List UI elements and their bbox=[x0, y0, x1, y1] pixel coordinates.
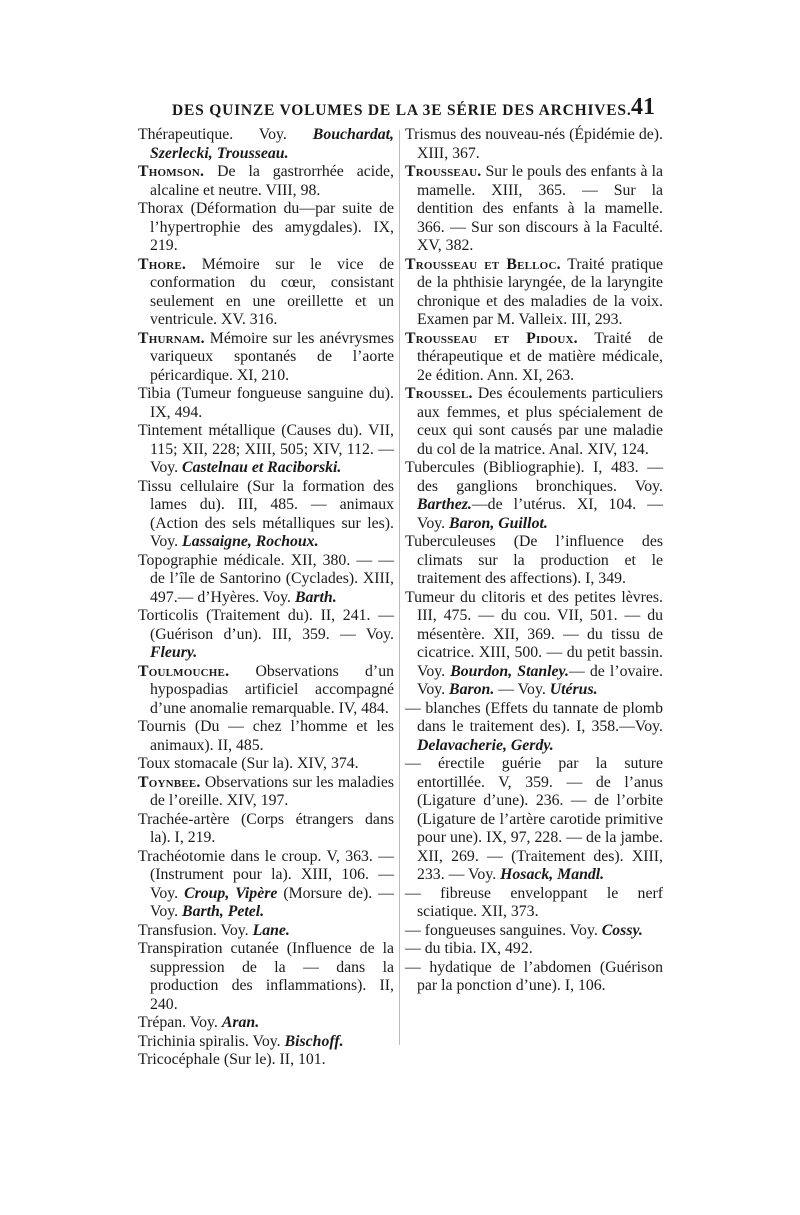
header-title: DES QUINZE VOLUMES DE LA 3E SÉRIE DES ARCHIVES. bbox=[172, 102, 632, 119]
index-entry: Toynbee. Observations sur les maladies de l’oreille. XIV, 197. bbox=[138, 773, 394, 809]
index-entry: Tintement métallique (Causes du). VII, 115; XII, 228; XIII, 505; XIV, 112. — Voy. Castelnau et Raciborski. bbox=[138, 422, 394, 476]
index-entry: Troussel. Des écoulements particuliers aux femmes, et plus spécialement de ceux qui sont causés par une maladie du col de la matrice. Anal. XIV, 124. bbox=[405, 385, 663, 458]
index-entry: Thurnam. Mémoire sur les anévrysmes variqueux spontanés de l’aorte péricardique. XI, 210. bbox=[138, 329, 394, 384]
index-entry: — hydatique de l’abdomen (Guérison par la ponction d’une). I, 106. bbox=[405, 958, 663, 994]
index-entry: Tricocéphale (Sur le). II, 101. bbox=[138, 1051, 326, 1068]
index-entry: Tibia (Tumeur fongueuse sanguine du). IX, 494. bbox=[138, 385, 394, 421]
index-entry: — érectile guérie par la suture entortillée. V, 359. — de l’anus (Ligature d’une). 236. — de l’orbite (Ligature de l’artère carotide primitive pour une). IX, 97, 228. — de la jambe. XII, 269. — (Traitement des). XIII, 233. — Voy. Hosack, Mandl. bbox=[405, 755, 663, 883]
index-entry: Thomson. De la gastrorrhée acide, alcaline et neutre. VIII, 98. bbox=[138, 163, 394, 199]
left-column bbox=[138, 126, 394, 1070]
index-entry: Toux stomacale (Sur la). XIV, 374. bbox=[138, 755, 359, 772]
index-entry: Trachée-artère (Corps étrangers dans la). I, 219. bbox=[138, 810, 394, 846]
index-entry: Trichinia spiralis. Voy. Bischoff. bbox=[138, 1032, 344, 1050]
running-header bbox=[140, 96, 655, 126]
index-entry: Trousseau. Sur le pouls des enfants à la mamelle. XIII, 365. — Sur la dentition des enfants à la mamelle. 366. — Sur son discours à la Faculté. XV, 382. bbox=[405, 163, 663, 254]
index-entry: Trismus des nouveau-nés (Épidémie de). XIII, 367. bbox=[405, 126, 663, 162]
column-divider bbox=[399, 130, 400, 1045]
index-entry: Tuberculeuses (De l’influence des climats sur la production et le traitement des affections). I, 349. bbox=[405, 533, 663, 587]
index-entry: — fibreuse enveloppant le nerf sciatique. XII, 373. bbox=[405, 884, 663, 920]
right-column bbox=[405, 126, 663, 996]
index-entry: Tournis (Du — chez l’homme et les animaux). II, 485. bbox=[138, 718, 394, 754]
index-entry: Torticolis (Traitement du). II, 241. — (Guérison d’un). III, 359. — Voy. Fleury. bbox=[138, 607, 394, 661]
index-entry: Tissu cellulaire (Sur la formation des lames du). III, 485. — animaux (Action des sels métalliques sur les). Voy. Lassaigne, Rochoux. bbox=[138, 477, 394, 550]
index-entry: Trachéotomie dans le croup. V, 363. — (Instrument pour la). XIII, 106. — Voy. Croup, Vipère (Morsure de). — Voy. Barth, Petel. bbox=[138, 847, 394, 920]
index-entry: Transpiration cutanée (Influence de la suppression de la — dans la production des inflammations). II, 240. bbox=[138, 940, 394, 1013]
index-entry: Toulmouche. Observations d’un hypospadias artificiel accompagné d’une anomalie remarquable. IV, 484. bbox=[138, 662, 394, 717]
index-entry: Topographie médicale. XII, 380. — — de l’île de Santorino (Cyclades). XIII, 497.— d’Hyères. Voy. Barth. bbox=[138, 551, 394, 606]
index-entry: Tumeur du clitoris et des petites lèvres. III, 475. — du cou. VII, 501. — du mésentère. XII, 369. — du tissu de cicatrice. XIII, 500. — du petit bassin. Voy. Bourdon, Stanley.— de l’ovaire. Voy. Baron. — Voy. Utérus. bbox=[405, 588, 664, 698]
index-entry: Trousseau et Belloc. Traité pratique de la phthisie laryngée, de la laryngite chronique et des maladies de la voix. Examen par M. Valleix. III, 293. bbox=[405, 255, 664, 328]
index-entry: Trépan. Voy. Aran. bbox=[138, 1014, 260, 1031]
index-entry: Thore. Mémoire sur le vice de conformation du cœur, consistant seulement en une oreillette et un ventricule. XV. 316. bbox=[138, 255, 394, 328]
index-entry: — blanches (Effets du tannate de plomb dans le traitement des). I, 358.—Voy. Delavacherie, Gerdy. bbox=[405, 699, 663, 754]
index-entry: — fongueuses sanguines. Voy. Cossy. bbox=[405, 921, 643, 939]
index-entry: Transfusion. Voy. Lane. bbox=[138, 921, 290, 939]
index-entry: Trousseau et Pidoux. Traité de thérapeutique et de matière médicale, 2e édition. Ann. XI, 263. bbox=[405, 329, 663, 384]
index-entry: — du tibia. IX, 492. bbox=[405, 940, 533, 957]
index-entry: Tubercules (Bibliographie). I, 483. — des ganglions bronchiques. Voy. Barthez.—de l’utérus. XI, 104. — Voy. Baron, Guillot. bbox=[405, 459, 663, 532]
index-entry: Thérapeutique. Voy. Bouchardat, Szerlecki, Trousseau. bbox=[138, 126, 394, 162]
index-entry: Thorax (Déformation du—par suite de l’hypertrophie des amygdales). IX, 219. bbox=[138, 200, 394, 254]
page-number: 41 bbox=[631, 94, 655, 120]
